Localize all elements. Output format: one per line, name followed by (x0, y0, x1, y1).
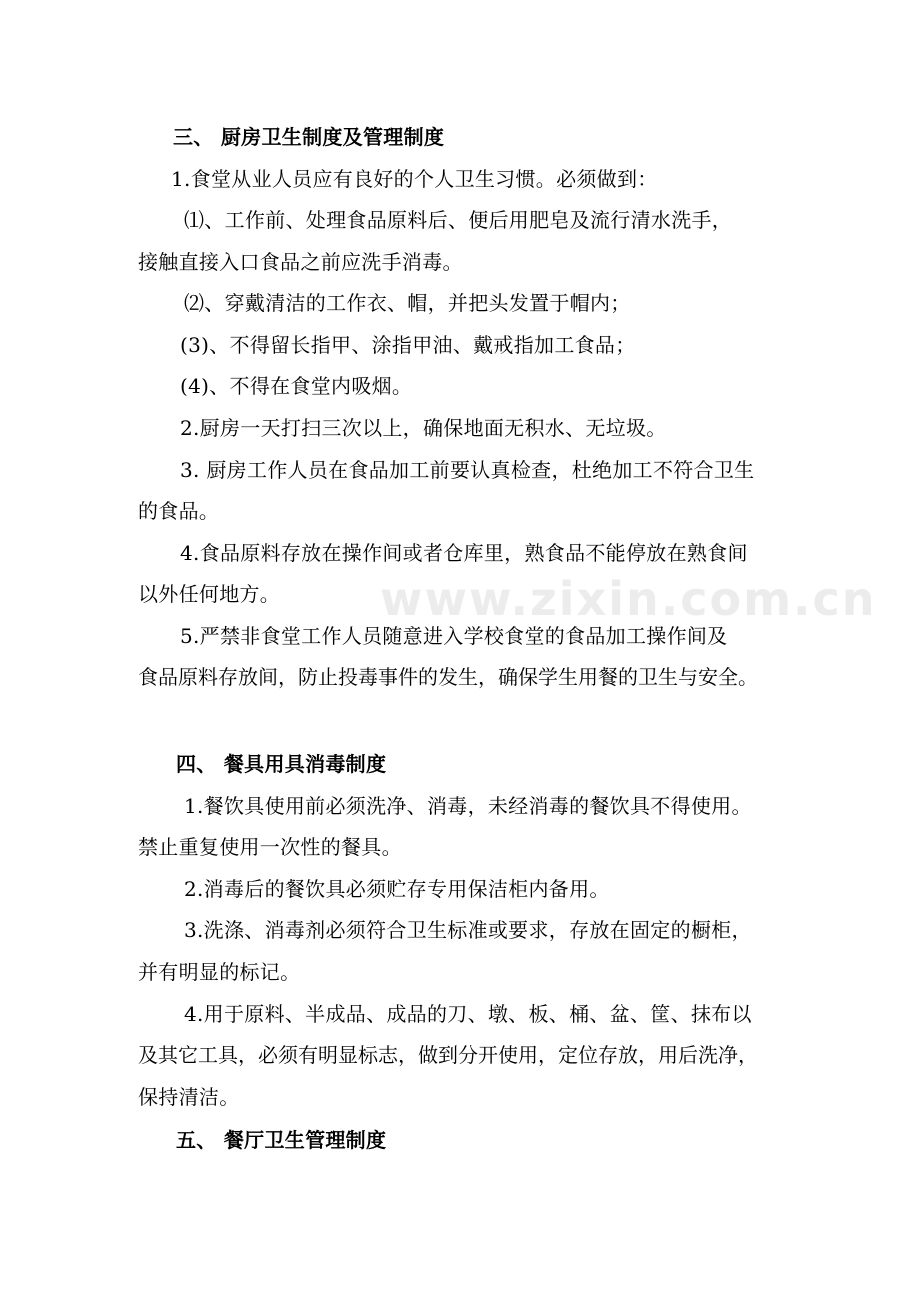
section-3-line-9: 的食品。 (138, 499, 220, 523)
section-3-line-8: 3. 厨房工作人员在食品加工前要认真检查，杜绝加工不符合卫生 (180, 458, 755, 482)
section-3-line-6: (4)、不得在食堂内吸烟。 (180, 374, 413, 398)
section-3-line-10: 4.食品原料存放在操作间或者仓库里，熟食品不能停放在熟食间 (180, 541, 748, 565)
section-3-line-13: 食品原料存放间，防止投毒事件的发生，确保学生用餐的卫生与安全。 (138, 665, 758, 689)
section-3-line-4: ⑵、穿戴清洁的工作衣、帽，并把头发置于帽内； (184, 291, 631, 315)
section-4-heading: 四、 餐具用具消毒制度 (176, 752, 387, 776)
section-4-line-8: 保持清洁。 (138, 1085, 240, 1109)
section-3-line-7: 2.厨房一天打扫三次以上，确保地面无积水、无垃圾。 (180, 416, 667, 440)
section-4-line-1: 1.餐饮具使用前必须洗净、消毒，未经消毒的餐饮具不得使用。 (184, 794, 752, 818)
section-4-line-4: 3.洗涤、消毒剂必须符合卫生标准或要求，存放在固定的橱柜， (184, 918, 752, 942)
section-3-line-1: 1.食堂从业人员应有良好的个人卫生习惯。必须做到： (171, 167, 658, 191)
section-3-line-12: 5.严禁非食堂工作人员随意进入学校食堂的食品加工操作间及 (180, 624, 728, 648)
section-3-line-2: ⑴、工作前、处理食品原料后、便后用肥皂及流行清水洗手， (184, 208, 733, 232)
watermark: www.zixin.com.cn (380, 572, 877, 626)
section-4-line-6: 4.用于原料、半成品、成品的刀、墩、板、桶、盆、筐、抹布以 (184, 1002, 752, 1026)
section-4-line-7: 及其它工具，必须有明显标志，做到分开使用，定位存放，用后洗净， (138, 1043, 758, 1067)
section-4-line-2: 禁止重复使用一次性的餐具。 (138, 835, 402, 859)
section-3-heading: 三、 厨房卫生制度及管理制度 (173, 125, 445, 149)
section-3-line-5: (3)、不得留长指甲、涂指甲油、戴戒指加工食品； (180, 333, 636, 357)
section-3-line-11: 以外任何地方。 (138, 582, 281, 606)
section-4-line-3: 2.消毒后的餐饮具必须贮存专用保洁柜内备用。 (184, 877, 610, 901)
section-4-line-5: 并有明显的标记。 (138, 960, 301, 984)
section-3-line-3: 接触直接入口食品之前应洗手消毒。 (138, 250, 463, 274)
section-5-heading: 五、 餐厅卫生管理制度 (176, 1128, 387, 1152)
